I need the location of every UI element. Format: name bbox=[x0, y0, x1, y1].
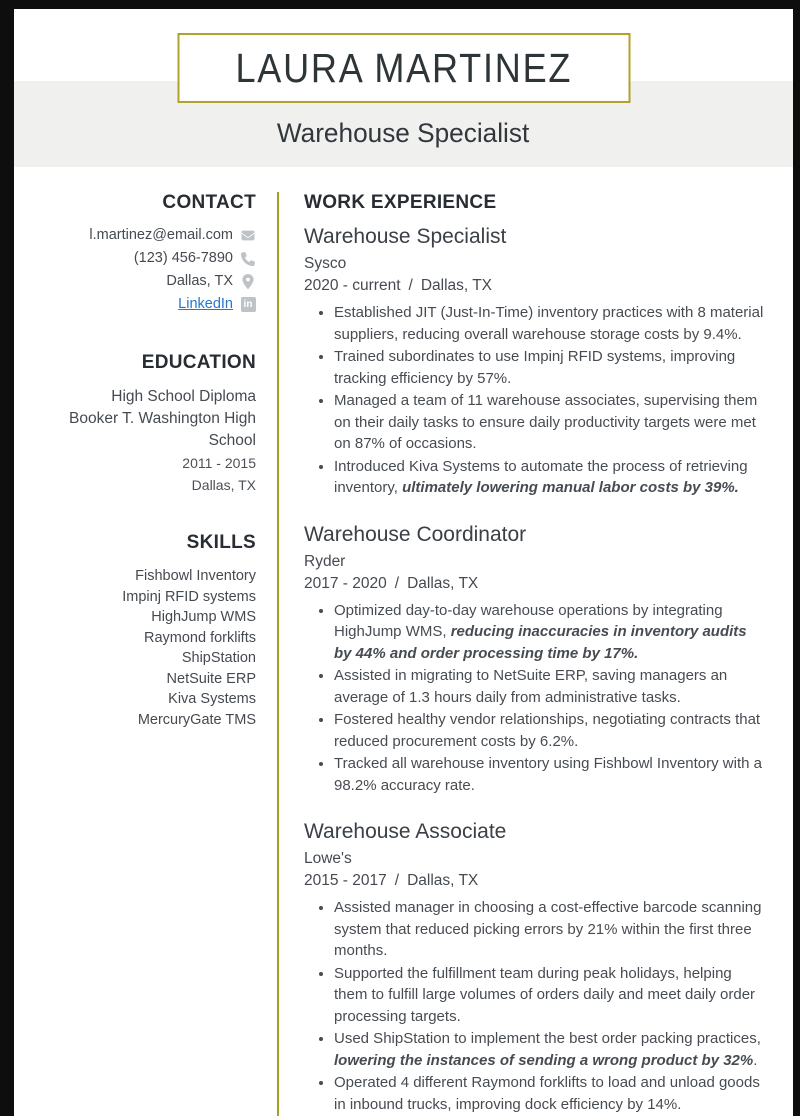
skill-item: MercuryGate TMS bbox=[137, 711, 256, 728]
job-dates: 2015 - 2017 bbox=[304, 872, 387, 889]
bullet-point: • Introduced Kiva Systems to automate the process of retrieving inventory, ultimately lowering manual labor costs by 39%. bbox=[334, 456, 764, 499]
job-meta-separator: / bbox=[394, 574, 400, 592]
bullet-point: • Operated 4 different Raymond forklifts to load and unload goods in inbound trucks, improving dock efficiency by 14%. bbox=[334, 1072, 764, 1115]
skill-item: NetSuite ERP bbox=[166, 670, 256, 687]
skill-item: Impinj RFID systems bbox=[122, 588, 256, 605]
sidebar bbox=[14, 192, 279, 1116]
education-section bbox=[44, 352, 256, 496]
bullet-point: • Fostered healthy vendor relationships, negotiating contracts that reduced procurement costs by 6.2%. bbox=[334, 709, 764, 752]
education-school: Booker T. Washington High School bbox=[69, 410, 256, 449]
content-columns bbox=[14, 167, 793, 1116]
job-company: Lowe's bbox=[304, 850, 352, 867]
job-meta bbox=[304, 573, 764, 595]
contact-list bbox=[44, 224, 256, 316]
job-company: Sysco bbox=[304, 255, 347, 272]
bullet-point: • Optimized day-to-day warehouse operations by integrating HighJump WMS, reducing inaccuracies in inventory audits by 44% and order processing time by 17%. bbox=[334, 600, 764, 665]
job-bullet-list bbox=[304, 600, 764, 797]
contact-item bbox=[44, 224, 256, 247]
job-location: Dallas, TX bbox=[407, 574, 479, 592]
job-bullet-list bbox=[304, 897, 764, 1115]
bullet-point: • Managed a team of 11 warehouse associates, supervising them on their daily tasks to ensure daily productivity targets were met on 87% of occasions. bbox=[334, 390, 764, 455]
candidate-name: LAURA MARTINEZ bbox=[235, 44, 572, 91]
job-bullet-list bbox=[304, 302, 764, 499]
contact-item bbox=[44, 270, 256, 293]
bullet-point: • Supported the fulfillment team during peak holidays, helping them to fulfill large volumes of orders daily and meet daily order processing targets. bbox=[334, 963, 764, 1028]
job-location: Dallas, TX bbox=[420, 277, 493, 294]
contact-value: l.martinez@email.com bbox=[89, 227, 233, 243]
education-years: 2011 - 2015 bbox=[182, 455, 256, 471]
bullet-point: • Trained subordinates to use Impinj RFID systems, improving tracking efficiency by 57%. bbox=[334, 346, 764, 389]
linkedin-link[interactable]: LinkedIn bbox=[178, 296, 233, 312]
email-icon bbox=[240, 228, 256, 244]
job-meta-separator: / bbox=[408, 277, 413, 294]
phone-icon bbox=[240, 251, 256, 267]
skill-item: HighJump WMS bbox=[151, 609, 256, 625]
resume-header bbox=[14, 9, 793, 167]
job-location: Dallas, TX bbox=[407, 872, 479, 889]
job-title: Warehouse Coordinator bbox=[304, 522, 527, 546]
job-dates: 2020 - current bbox=[304, 277, 401, 294]
jobs-container bbox=[304, 223, 764, 1115]
skill-item: Raymond forklifts bbox=[143, 629, 256, 646]
job-dates: 2017 - 2020 bbox=[304, 574, 387, 592]
resume-page bbox=[14, 9, 793, 1116]
bullet-point: • Assisted in migrating to NetSuite ERP, saving managers an average of 1.3 hours daily from administrative tasks. bbox=[334, 665, 764, 708]
job-meta-separator: / bbox=[394, 872, 400, 889]
skill-item: Fishbowl Inventory bbox=[135, 568, 256, 584]
work-experience-heading: WORK EXPERIENCE bbox=[304, 192, 497, 213]
job-entry bbox=[304, 818, 764, 1115]
education-location: Dallas, TX bbox=[191, 477, 256, 493]
bullet-point: • Established JIT (Just-In-Time) inventory practices with 8 material suppliers, reducing overall warehouse storage costs by 9.4%. bbox=[334, 302, 764, 345]
contact-heading: CONTACT bbox=[162, 192, 256, 213]
candidate-job-title: Warehouse Specialist bbox=[277, 118, 530, 148]
job-entry bbox=[304, 223, 764, 499]
contact-item bbox=[44, 293, 256, 316]
linkedin-icon: in bbox=[240, 297, 256, 313]
education-degree: High School Diploma bbox=[111, 388, 256, 405]
job-meta bbox=[304, 870, 764, 892]
location-icon bbox=[240, 274, 256, 290]
bullet-point: • Tracked all warehouse inventory using Fishbowl Inventory with a 98.2% accuracy rate. bbox=[334, 753, 764, 796]
job-title: Warehouse Associate bbox=[304, 820, 507, 843]
contact-item bbox=[44, 247, 256, 270]
skill-item: ShipStation bbox=[181, 650, 256, 666]
skill-item: Kiva Systems bbox=[168, 691, 256, 707]
job-title: Warehouse Specialist bbox=[304, 225, 507, 248]
education-heading: EDUCATION bbox=[141, 352, 256, 373]
bullet-point: • Used ShipStation to implement the best order packing practices, lowering the instances of sending a wrong product by 32%. bbox=[334, 1028, 764, 1071]
skills-heading: SKILLS bbox=[186, 532, 256, 553]
contact-section bbox=[44, 192, 256, 316]
contact-value: Dallas, TX bbox=[166, 273, 233, 289]
bullet-point: • Assisted manager in choosing a cost-effective barcode scanning system that reduced picking errors by 21% within the first three months. bbox=[334, 897, 764, 962]
job-company: Ryder bbox=[304, 552, 346, 570]
skills-list bbox=[44, 566, 256, 730]
name-box bbox=[177, 33, 630, 103]
contact-value: (123) 456-7890 bbox=[133, 250, 233, 266]
skills-section bbox=[44, 532, 256, 730]
job-meta bbox=[304, 275, 764, 297]
work-experience-section bbox=[279, 192, 793, 1116]
job-entry bbox=[304, 521, 764, 797]
